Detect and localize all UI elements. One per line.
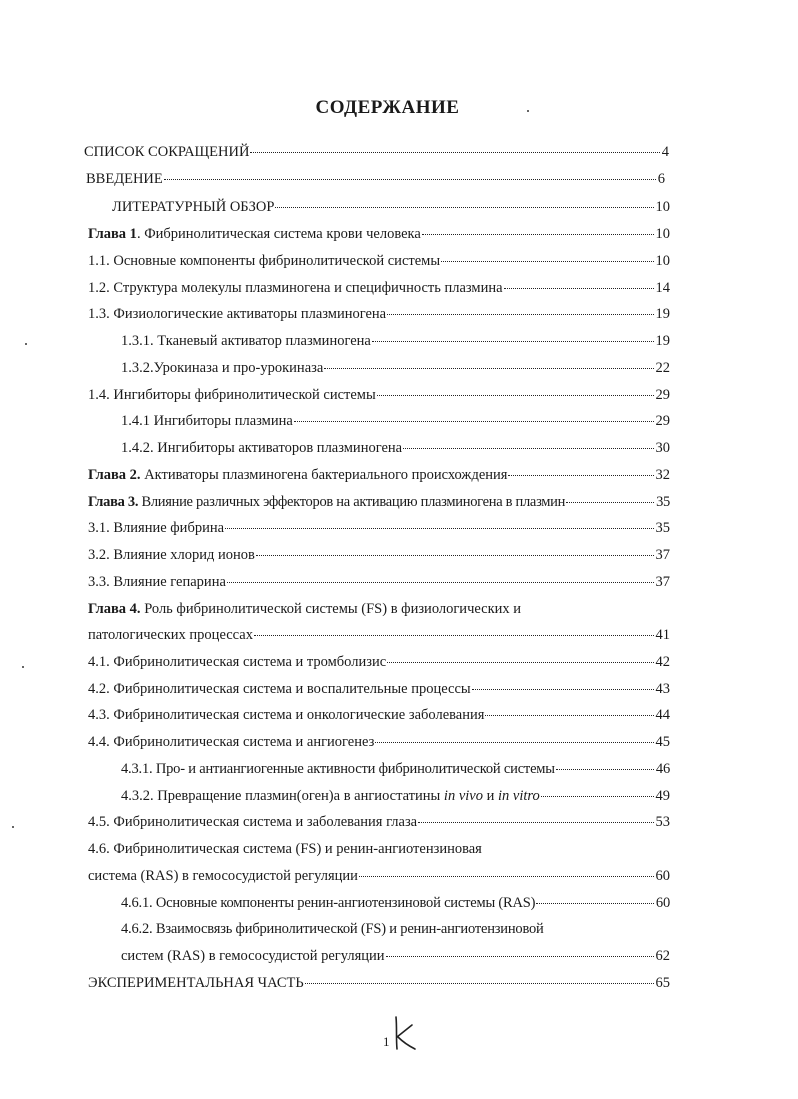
toc-label: систем (RAS) в гемососудистой регуляции bbox=[121, 948, 385, 964]
toc-entry bbox=[88, 519, 670, 537]
toc-page: 35 bbox=[656, 494, 670, 510]
toc-label: 4.6.1. Основные компоненты ренин-ангиотензиновой системы (RAS) bbox=[121, 895, 536, 911]
chapter-title: Активаторы плазминогена бактериального происхождения bbox=[140, 467, 508, 483]
italic-term: in vitro bbox=[498, 788, 540, 804]
dot-leader bbox=[375, 742, 653, 743]
toc-entry bbox=[88, 305, 670, 323]
chapter-label: Глава 1 bbox=[88, 226, 137, 242]
italic-term: in vivo bbox=[443, 788, 483, 804]
toc-entry bbox=[88, 706, 670, 724]
toc-page: 60 bbox=[655, 868, 670, 884]
toc-page: 65 bbox=[655, 975, 670, 991]
toc-page: 29 bbox=[655, 387, 670, 403]
toc-entry bbox=[88, 225, 670, 243]
toc-page: 41 bbox=[655, 627, 670, 643]
dot-leader bbox=[418, 822, 653, 823]
dot-leader bbox=[386, 956, 654, 957]
toc-page: 49 bbox=[655, 788, 670, 804]
toc-line bbox=[88, 600, 521, 618]
dot-leader bbox=[403, 448, 653, 449]
toc-entry bbox=[88, 546, 670, 564]
scan-speck bbox=[25, 343, 27, 345]
dot-leader bbox=[372, 341, 654, 342]
toc-entry bbox=[112, 198, 670, 216]
toc-entry bbox=[88, 466, 670, 484]
toc-label: 1.3. Физиологические активаторы плазминогена bbox=[88, 306, 387, 322]
conjunction: и bbox=[482, 788, 498, 804]
toc-entry bbox=[88, 279, 670, 297]
dot-leader bbox=[227, 582, 654, 583]
toc-page: 46 bbox=[655, 761, 670, 777]
toc-label: 4.2. Фибринолитическая система и воспалительные процессы bbox=[88, 681, 471, 697]
toc-label: 1.2. Структура молекулы плазминогена и специфичность плазмина bbox=[88, 280, 503, 296]
toc-label: 4.1. Фибринолитическая система и тромболизис bbox=[88, 654, 387, 670]
toc-entry bbox=[88, 252, 670, 270]
dot-leader bbox=[485, 715, 653, 716]
toc-line: 4.6. Фибринолитическая система (FS) и ренин-ангиотензиновая bbox=[88, 841, 482, 857]
scan-speck bbox=[22, 666, 24, 668]
toc-label: 1.4.1 Ингибиторы плазмина bbox=[121, 413, 293, 429]
toc-page: 32 bbox=[655, 467, 670, 483]
toc-page: 14 bbox=[655, 280, 670, 296]
toc-entry bbox=[121, 947, 670, 965]
toc-label bbox=[121, 787, 540, 805]
dot-leader bbox=[541, 796, 654, 797]
chapter-title: Роль фибринолитической системы (FS) в физиологических и bbox=[140, 601, 522, 617]
toc-page: 10 bbox=[655, 253, 670, 269]
scan-speck bbox=[527, 110, 529, 112]
toc-page: 35 bbox=[655, 520, 670, 536]
toc-page: 45 bbox=[655, 734, 670, 750]
dot-leader bbox=[387, 314, 653, 315]
toc-label-text: 4.3.2. Превращение плазмин(оген)а в ангиостатины bbox=[121, 788, 444, 804]
dot-leader bbox=[472, 689, 654, 690]
dot-leader bbox=[256, 555, 654, 556]
toc-entry bbox=[88, 653, 670, 671]
dot-leader bbox=[566, 502, 654, 503]
dot-leader bbox=[359, 876, 654, 877]
toc-label bbox=[88, 466, 507, 484]
toc-page: 10 bbox=[655, 226, 670, 242]
toc-entry bbox=[88, 680, 670, 698]
dot-leader bbox=[250, 152, 659, 153]
toc-label: 1.3.2.Урокиназа и про-урокиназа bbox=[121, 360, 324, 376]
toc-entry bbox=[121, 359, 670, 377]
toc-page: 19 bbox=[655, 306, 670, 322]
signature-mark bbox=[388, 1015, 418, 1051]
toc-entry bbox=[121, 439, 670, 457]
toc-line: 4.6.2. Взаимосвязь фибринолитической (FS) и ренин-ангиотензиновой bbox=[121, 921, 544, 937]
toc-entry bbox=[88, 974, 670, 992]
dot-leader bbox=[377, 395, 654, 396]
toc-page: 10 bbox=[655, 199, 670, 215]
toc-label: 4.3. Фибринолитическая система и онкологические заболевания bbox=[88, 707, 485, 723]
toc-label: СПИСОК СОКРАЩЕНИЙ bbox=[84, 144, 250, 160]
toc-entry bbox=[88, 733, 670, 751]
toc-label: ЭКСПЕРИМЕНТАЛЬНАЯ ЧАСТЬ bbox=[88, 975, 304, 991]
chapter-label: Глава 3. bbox=[88, 494, 139, 510]
toc-label: 4.3.1. Про- и антиангиогенные активности фибринолитической системы bbox=[121, 761, 555, 777]
dot-leader bbox=[536, 903, 654, 904]
toc-label: 1.3.1. Тканевый активатор плазминогена bbox=[121, 333, 371, 349]
page-title: СОДЕРЖАНИЕ bbox=[315, 97, 460, 118]
toc-entry bbox=[84, 143, 669, 161]
toc-entry bbox=[121, 760, 670, 778]
toc-label: 4.5. Фибринолитическая система и заболевания глаза bbox=[88, 814, 418, 830]
toc-label: 3.2. Влияние хлорид ионов bbox=[88, 547, 255, 563]
toc-label: 1.1. Основные компоненты фибринолитической системы bbox=[88, 253, 441, 269]
page-number: 1 bbox=[383, 1034, 390, 1049]
toc-page: 6 bbox=[657, 171, 665, 187]
toc-label: ЛИТЕРАТУРНЫЙ ОБЗОР bbox=[112, 199, 275, 215]
toc-entry bbox=[88, 626, 670, 644]
toc-page: 60 bbox=[655, 895, 670, 911]
toc-entry bbox=[88, 813, 670, 831]
dot-leader bbox=[164, 179, 656, 180]
toc-entry bbox=[86, 170, 665, 188]
toc-page: 30 bbox=[655, 440, 670, 456]
toc-entry bbox=[88, 867, 670, 885]
chapter-label: Глава 4. bbox=[88, 601, 141, 617]
toc-label: 3.1. Влияние фибрина bbox=[88, 520, 225, 536]
dot-leader bbox=[294, 421, 654, 422]
toc-page: 44 bbox=[655, 707, 670, 723]
toc-page: 29 bbox=[655, 413, 670, 429]
toc-entry bbox=[121, 332, 670, 350]
toc-label: 1.4. Ингибиторы фибринолитической системы bbox=[88, 387, 376, 403]
chapter-title: . Фибринолитическая система крови человека bbox=[136, 226, 421, 242]
dot-leader bbox=[275, 207, 653, 208]
dot-leader bbox=[254, 635, 654, 636]
toc-entry bbox=[88, 573, 670, 591]
toc-label bbox=[88, 225, 421, 243]
toc-entry bbox=[121, 894, 670, 912]
toc-page: 19 bbox=[655, 333, 670, 349]
toc-label: 4.4. Фибринолитическая система и ангиогенез bbox=[88, 734, 375, 750]
chapter-title: Влияние различных эффекторов на активацию плазминогена в плазмин bbox=[138, 494, 566, 510]
toc-label: 1.4.2. Ингибиторы активаторов плазминогена bbox=[121, 440, 403, 456]
toc-entry bbox=[121, 412, 670, 430]
toc-label: 3.3. Влияние гепарина bbox=[88, 574, 226, 590]
toc-entry bbox=[88, 386, 670, 404]
toc-page: 42 bbox=[655, 654, 670, 670]
toc-page: 22 bbox=[655, 360, 670, 376]
dot-leader bbox=[508, 475, 653, 476]
dot-leader bbox=[305, 983, 654, 984]
toc-page: 37 bbox=[655, 574, 670, 590]
toc-label bbox=[88, 493, 565, 511]
toc-entry bbox=[88, 493, 670, 511]
toc-entry bbox=[121, 787, 670, 805]
dot-leader bbox=[324, 368, 653, 369]
scan-speck bbox=[12, 826, 14, 828]
toc-label: ВВЕДЕНИЕ bbox=[86, 171, 163, 187]
dot-leader bbox=[225, 528, 653, 529]
toc-page: 4 bbox=[661, 144, 669, 160]
dot-leader bbox=[441, 261, 653, 262]
chapter-label: Глава 2. bbox=[88, 467, 141, 483]
dot-leader bbox=[422, 234, 654, 235]
toc-page: 37 bbox=[655, 547, 670, 563]
dot-leader bbox=[504, 288, 654, 289]
toc-label: система (RAS) в гемососудистой регуляции bbox=[88, 868, 358, 884]
toc-page: 53 bbox=[655, 814, 670, 830]
dot-leader bbox=[556, 769, 654, 770]
toc-label: патологических процессах bbox=[88, 627, 253, 643]
toc-page: 43 bbox=[655, 681, 670, 697]
toc-page: 62 bbox=[655, 948, 670, 964]
dot-leader bbox=[387, 662, 653, 663]
